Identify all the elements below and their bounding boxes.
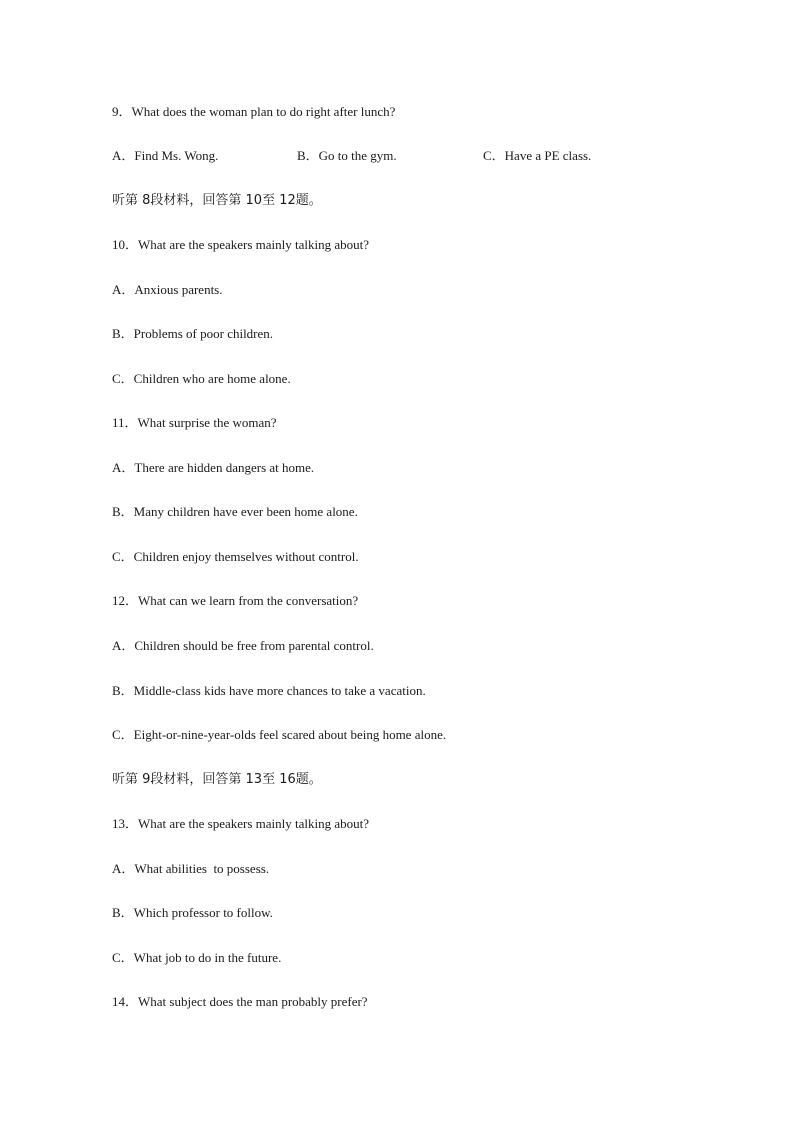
question-12: 12．What can we learn from the conversation?	[112, 593, 359, 608]
question-9: 9．What does the woman plan to do right after lunch?	[112, 104, 396, 119]
option-11a: A．There are hidden dangers at home.	[112, 460, 315, 475]
option-12c: C．Eight-or-nine-year-olds feel scared about being home alone.	[112, 727, 447, 742]
option-11b: B．Many children have ever been home alone.	[112, 504, 358, 519]
option-9b: B．Go to the gym.	[297, 148, 397, 163]
question-10: 10．What are the speakers mainly talking about?	[112, 237, 370, 252]
section-9-instruction: 听第 9段材料，回答第 13至 16题。	[112, 772, 322, 787]
question-14: 14．What subject does the man probably prefer?	[112, 994, 368, 1009]
question-11: 11．What surprise the woman?	[112, 415, 277, 430]
option-13c: C．What job to do in the future.	[112, 950, 282, 965]
option-13a: A．What abilities to possess.	[112, 861, 270, 876]
option-13b: B．Which professor to follow.	[112, 905, 273, 920]
option-9a: A．Find Ms. Wong.	[112, 148, 219, 163]
option-10a: A．Anxious parents.	[112, 282, 223, 297]
option-10b: B．Problems of poor children.	[112, 326, 274, 341]
section-8-instruction: 听第 8段材料，回答第 10至 12题。	[112, 193, 322, 208]
option-11c: C．Children enjoy themselves without control.	[112, 549, 359, 564]
option-12b: B．Middle-class kids have more chances to take a vacation.	[112, 683, 426, 698]
option-9c: C．Have a PE class.	[483, 148, 592, 163]
option-10c: C．Children who are home alone.	[112, 371, 291, 386]
option-12a: A．Children should be free from parental control.	[112, 638, 374, 653]
question-13: 13．What are the speakers mainly talking about?	[112, 816, 370, 831]
